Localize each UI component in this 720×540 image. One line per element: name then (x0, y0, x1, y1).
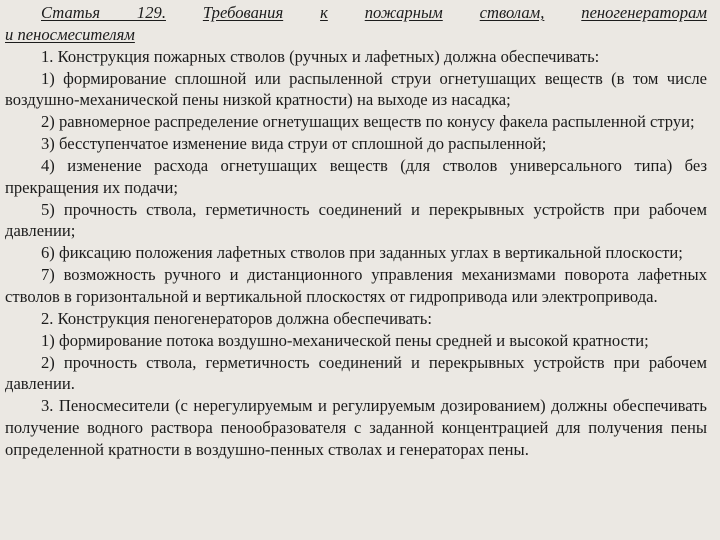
heading-word: пеногенераторам (581, 3, 707, 22)
paragraph: 1) формирование сплошной или распыленной струи огнетушащих веществ (в том числе воздушно-механической пены низкой кратности) на выходе из насадка; (5, 68, 707, 110)
heading-word: стволам, (479, 3, 545, 22)
paragraph: 4) изменение расхода огнетушащих веществ (для стволов универсального типа) без прекращения их подачи; (5, 155, 707, 197)
paragraph: 3. Пеносмесители (с нерегулируемым и регулируемым дозированием) должны обеспечивать получение водного раствора пенообразователя с заданной концентрацией для получения пены определенной кратности в воздушно-пенных стволах и генераторах пены. (5, 396, 707, 459)
heading-word: к (320, 3, 328, 22)
article-heading-continuation: и пеносмесителям (5, 24, 135, 44)
article-body (5, 2, 707, 461)
paragraph: 2. Конструкция пеногенераторов должна обеспечивать: (41, 308, 432, 328)
paragraph: 1. Конструкция пожарных стволов (ручных и лафетных) должна обеспечивать: (41, 46, 600, 66)
paragraph: 3) бесступенчатое изменение вида струи от сплошной до распыленной; (41, 134, 547, 154)
paragraph: 2) равномерное распределение огнетушащих веществ по конусу факела распыленной струи; (41, 112, 695, 132)
paragraph: 1) формирование потока воздушно-механической пены средней и высокой кратности; (41, 330, 649, 350)
paragraph: 7) возможность ручного и дистанционного управления механизмами поворота лафетных стволов в горизонтальной и вертикальной плоскостях от гидропривода или электропривода. (5, 265, 707, 306)
article-heading (5, 2, 707, 24)
article-number: Статья 129. (41, 3, 166, 22)
paragraph: 2) прочность ствола, герметичность соединений и перекрывных устройств при рабочем давлении. (5, 352, 707, 394)
paragraph: 6) фиксацию положения лафетных стволов при заданных углах в вертикальной плоскости; (41, 243, 683, 263)
heading-word: пожарным (364, 3, 443, 22)
heading-word: Требования (202, 3, 284, 22)
paragraph: 5) прочность ствола, герметичность соединений и перекрывных устройств при рабочем давлении; (5, 199, 707, 241)
